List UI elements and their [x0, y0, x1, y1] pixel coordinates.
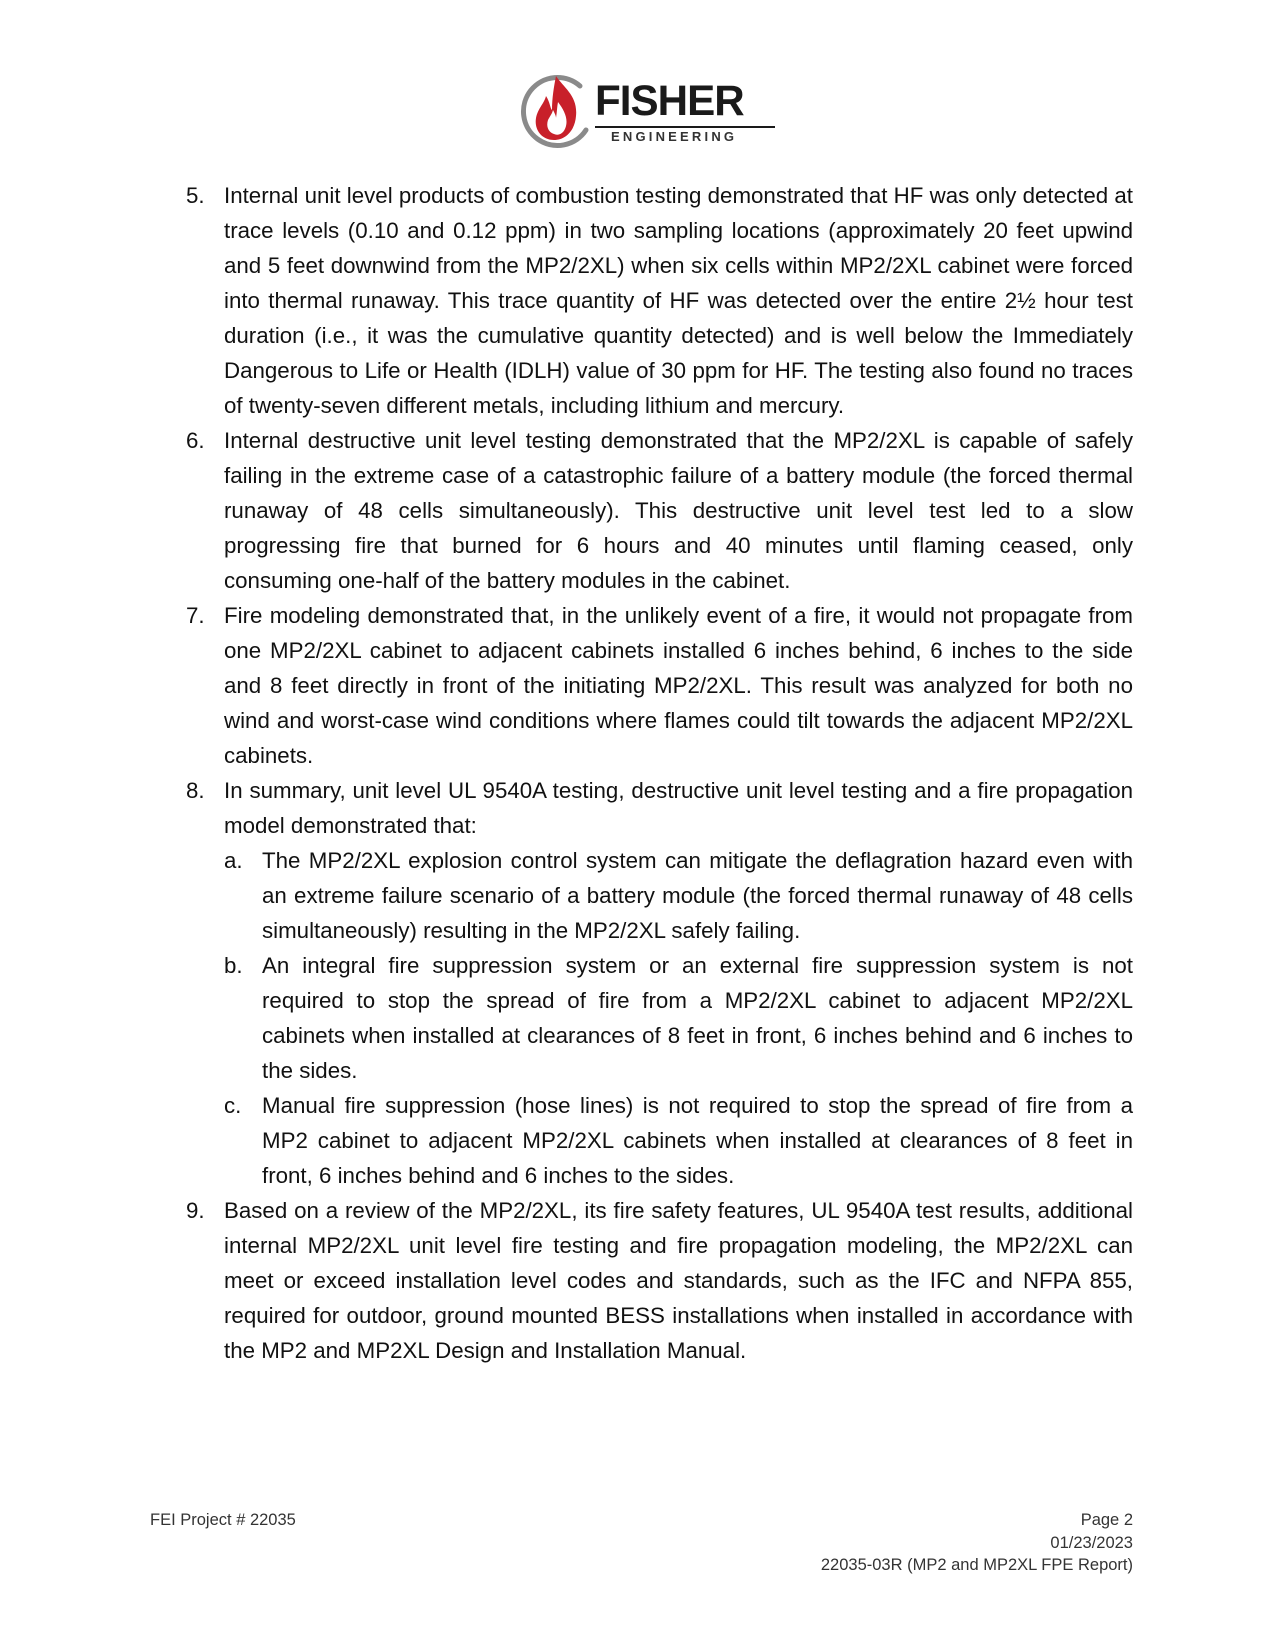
footer-page-number: Page 2: [1080, 1511, 1133, 1529]
sublist-item-a: [224, 843, 1133, 948]
list-item-6: [186, 423, 1133, 598]
list-number: 9.: [186, 1198, 205, 1223]
sublist-label: b.: [224, 953, 243, 978]
sublist-label: a.: [224, 848, 243, 873]
logo-divider: [595, 126, 775, 128]
footer-page-info: [821, 1509, 1133, 1577]
footer-report-id: 22035-03R (MP2 and MP2XL FPE Report): [820, 1556, 1133, 1574]
footer-project-number: FEI Project # 22035: [150, 1511, 296, 1529]
sublist-item-text: An integral fire suppression system or an external fire suppression system is not required to stop the spread of fire from a MP2/2XL cabinet to adjacent MP2/2XL cabinets when installed at clearances of 8 feet in front, 6 inches behind and 6 inches to the sides.: [262, 953, 1133, 1083]
list-item-text: Fire modeling demonstrated that, in the unlikely event of a fire, it would not propagate from one MP2/2XL cabinet to adjacent cabinets installed 6 inches behind, 6 inches to the side and 8 feet directly in front of the initiating MP2/2XL. This result was analyzed for both no wind and worst-case wind conditions where flames could tilt towards the adjacent MP2/2XL cabinets.: [224, 603, 1133, 768]
list-item-8: [186, 773, 1133, 1193]
sublist-item-b: [224, 948, 1133, 1088]
list-item-text: In summary, unit level UL 9540A testing, destructive unit level testing and a fire propagation model demonstrated that:: [224, 778, 1133, 838]
sublist-item-c: [224, 1088, 1133, 1193]
list-item-5: [186, 178, 1133, 423]
fisher-engineering-logo: [520, 72, 760, 152]
list-item-7: [186, 598, 1133, 773]
list-item-text: Based on a review of the MP2/2XL, its fire safety features, UL 9540A test results, additional internal MP2/2XL unit level fire testing and fire propagation modeling, the MP2/2XL can meet or exceed installation level codes and standards, such as the IFC and NFPA 855, required for outdoor, ground mounted BESS installations when installed in accordance with the MP2 and MP2XL Design and Installation Manual.: [224, 1198, 1133, 1363]
logo-wordmark: FISHER: [595, 77, 744, 125]
footer-date: 01/23/2023: [1050, 1533, 1133, 1552]
summary-sublist: [224, 843, 1133, 1193]
findings-list: [186, 178, 1133, 1368]
logo-subtitle: ENGINEERING: [611, 129, 738, 144]
list-number: 6.: [186, 428, 205, 453]
list-number: 7.: [186, 603, 205, 628]
list-number: 5.: [186, 183, 205, 208]
list-item-9: [186, 1193, 1133, 1368]
sublist-item-text: Manual fire suppression (hose lines) is not required to stop the spread of fire from a MP2 cabinet to adjacent MP2/2XL cabinets when installed at clearances of 8 feet in front, 6 inches behind and 6 inches to the sides.: [262, 1093, 1133, 1188]
sublist-item-text: The MP2/2XL explosion control system can mitigate the deflagration hazard even with an extreme failure scenario of a battery module (the forced thermal runaway of 48 cells simultaneously) resulting in the MP2/2XL safely failing.: [262, 848, 1133, 943]
list-number: 8.: [186, 778, 205, 803]
list-item-text: Internal destructive unit level testing demonstrated that the MP2/2XL is capable of safely failing in the extreme case of a catastrophic failure of a battery module (the forced thermal runaway of 48 cells simultaneously). This destructive unit level test led to a slow progressing fire that burned for 6 hours and 40 minutes until flaming ceased, only consuming one-half of the battery modules in the cabinet.: [224, 428, 1133, 593]
findings-list-container: [186, 178, 1133, 1368]
sublist-label: c.: [224, 1093, 242, 1118]
flame-ring-icon: [520, 72, 596, 152]
list-item-text: Internal unit level products of combustion testing demonstrated that HF was only detected at trace levels (0.10 and 0.12 ppm) in two sampling locations (approximately 20 feet upwind and 5 feet downwind from the MP2/2XL) when six cells within MP2/2XL cabinet were forced into thermal runaway. This trace quantity of HF was detected over the entire 2½ hour test duration (i.e., it was the cumulative quantity detected) and is well below the Immediately Dangerous to Life or Health (IDLH) value of 30 ppm for HF. The testing also found no traces of twenty-seven different metals, including lithium and mercury.: [224, 183, 1133, 418]
